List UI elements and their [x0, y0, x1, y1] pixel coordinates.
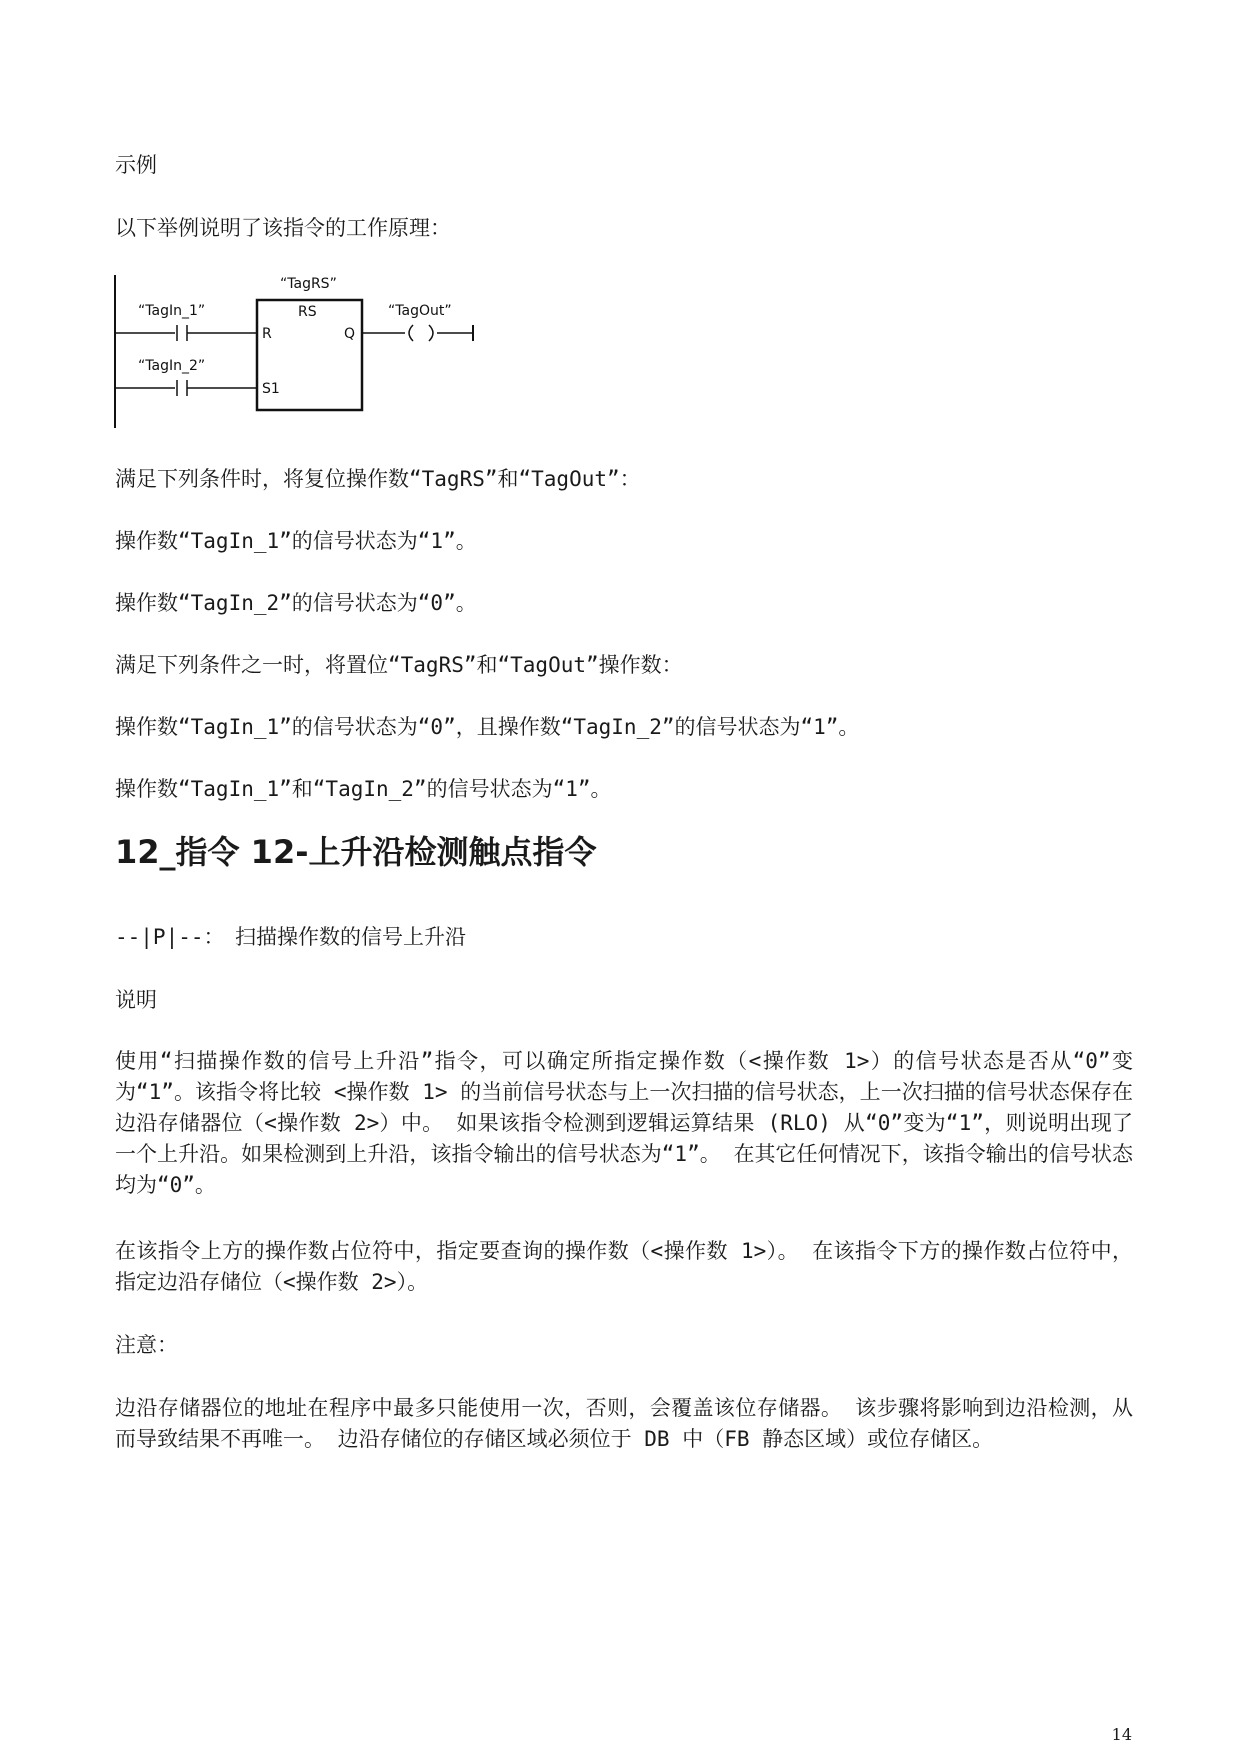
page-number: 14: [1111, 1725, 1132, 1744]
coil-right-arc: [429, 325, 433, 341]
pin-s1-label: S1: [262, 381, 280, 397]
block-type-label: RS: [298, 304, 317, 320]
pin-r-label: R: [262, 326, 272, 342]
block-tag-label: “TagRS”: [280, 276, 337, 292]
section-title: 12_指令 12-上升沿检测触点指令: [115, 833, 597, 871]
input1-tag-label: “TagIn_1”: [138, 303, 206, 319]
set-condition-item: 操作数“TagIn_1”和“TagIn_2”的信号状态为“1”。: [115, 777, 612, 801]
note-heading: 注意：: [115, 1333, 178, 1357]
set-condition-intro: 满足下列条件之一时，将置位“TagRS”和“TagOut”操作数：: [115, 653, 683, 677]
pin-q-label: Q: [344, 326, 356, 342]
reset-condition-item: 操作数“TagIn_1”的信号状态为“1”。: [115, 529, 477, 553]
example-intro: 以下举例说明了该指令的工作原理：: [115, 216, 451, 240]
description-paragraph: 在该指令上方的操作数占位符中，指定要查询的操作数（<操作数 1>）。 在该指令下方的操作数占位符中，指定边沿存储位（<操作数 2>）。: [115, 1239, 1133, 1294]
output-tag-label: “TagOut”: [388, 303, 452, 319]
reset-condition-intro: 满足下列条件时，将复位操作数“TagRS”和“TagOut”：: [115, 467, 641, 491]
coil-left-arc: [409, 325, 413, 341]
input2-tag-label: “TagIn_2”: [138, 358, 206, 374]
note-paragraph: 边沿存储器位的地址在程序中最多只能使用一次，否则，会覆盖该位存储器。 该步骤将影响到边沿检测，从而导致结果不再唯一。 边沿存储位的存储区域必须位于 DB 中（FB 静态区域）或位存储区。: [115, 1396, 1133, 1451]
ladder-diagram: [100, 270, 550, 430]
set-condition-item: 操作数“TagIn_1”的信号状态为“0”，且操作数“TagIn_2”的信号状态为“1”。: [115, 715, 860, 739]
description-heading: 说明: [115, 988, 157, 1012]
example-heading: 示例: [115, 153, 157, 177]
instruction-symbol-line: --|P|--： 扫描操作数的信号上升沿: [115, 925, 467, 949]
reset-condition-item: 操作数“TagIn_2”的信号状态为“0”。: [115, 591, 477, 615]
description-paragraph: 使用“扫描操作数的信号上升沿”指令，可以确定所指定操作数（<操作数 1>）的信号状态是否从“0”变为“1”。该指令将比较 <操作数 1> 的当前信号状态与上一次扫描的信号状态，上一次扫描的信号状态保存在边沿存储器位（<操作数 2>）中。 如果该指令检测到逻辑运算结果 (RLO) 从“0”变为“1”，则说明出现了一个上升沿。如果检测到上升沿，该指令输出的信号状态为“1”。 在其它任何情况下，该指令输出的信号状态均为“0”。: [115, 1049, 1133, 1197]
